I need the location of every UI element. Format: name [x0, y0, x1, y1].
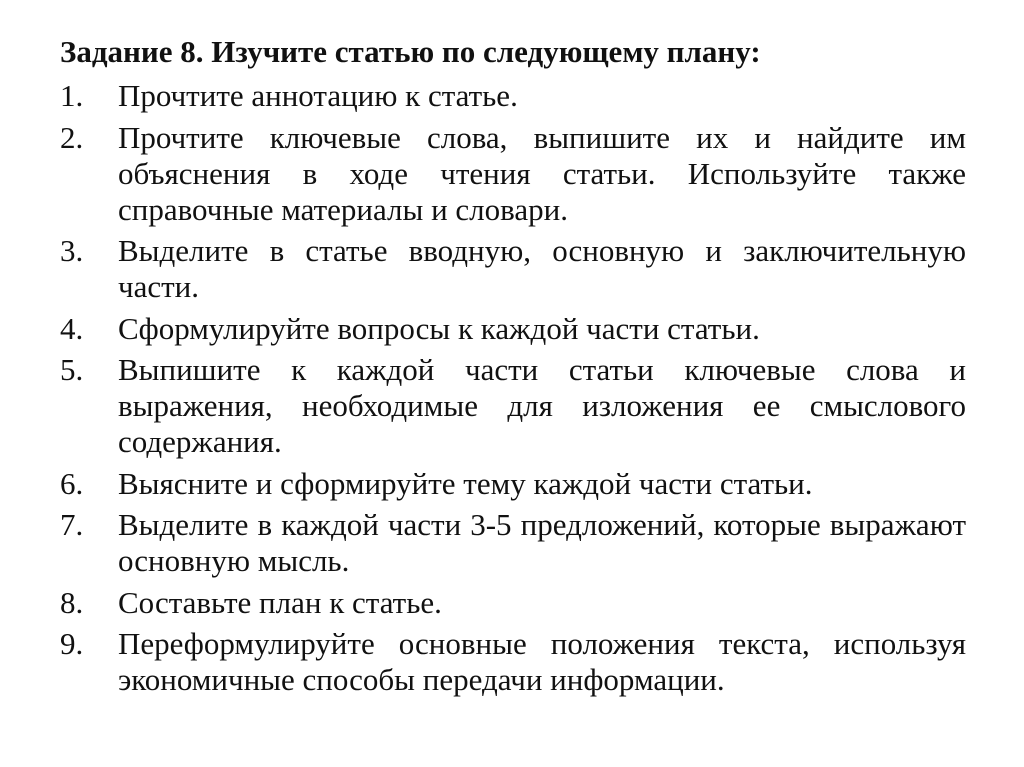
item-number: 8. — [60, 584, 84, 620]
list-item — [60, 120, 966, 228]
list-item — [60, 507, 966, 579]
item-text: Прочтите аннотацию к статье. — [118, 78, 518, 113]
task-title: Задание 8. Изучите статью по следующему плану: — [60, 34, 761, 69]
item-text: Выделите в каждой части 3-5 предложений, которые выражают основную мысль. — [118, 507, 966, 578]
item-number: 7. — [60, 507, 84, 542]
item-text: Составьте план к статье. — [118, 584, 442, 620]
list-item — [60, 626, 966, 698]
list-item — [60, 233, 966, 305]
list-item — [60, 585, 966, 621]
list-item — [60, 352, 966, 460]
item-text: Прочтите ключевые слова, выпишите их и найдите им объяснения в ходе чтения статьи. Используйте также справочные материалы и словари. — [118, 119, 966, 227]
item-number: 9. — [60, 626, 84, 661]
item-text: Выясните и сформируйте тему каждой части статьи. — [118, 465, 813, 501]
item-number: 6. — [60, 465, 84, 501]
list-item — [60, 78, 966, 114]
item-number: 1. — [60, 78, 84, 113]
task-list — [60, 78, 966, 698]
item-number: 3. — [60, 233, 84, 268]
slide — [60, 34, 966, 704]
item-number: 4. — [60, 310, 84, 346]
list-item — [60, 311, 966, 347]
list-item — [60, 466, 966, 502]
item-text: Переформулируйте основные положения текста, используя экономичные способы передачи информации. — [118, 626, 966, 697]
item-text: Сформулируйте вопросы к каждой части статьи. — [118, 310, 760, 346]
item-number: 5. — [60, 352, 84, 387]
item-text: Выделите в статье вводную, основную и заключительную части. — [118, 233, 966, 304]
item-text: Выпишите к каждой части статьи ключевые слова и выражения, необходимые для изложения ее смыслового содержания. — [118, 352, 966, 459]
item-number: 2. — [60, 119, 84, 155]
